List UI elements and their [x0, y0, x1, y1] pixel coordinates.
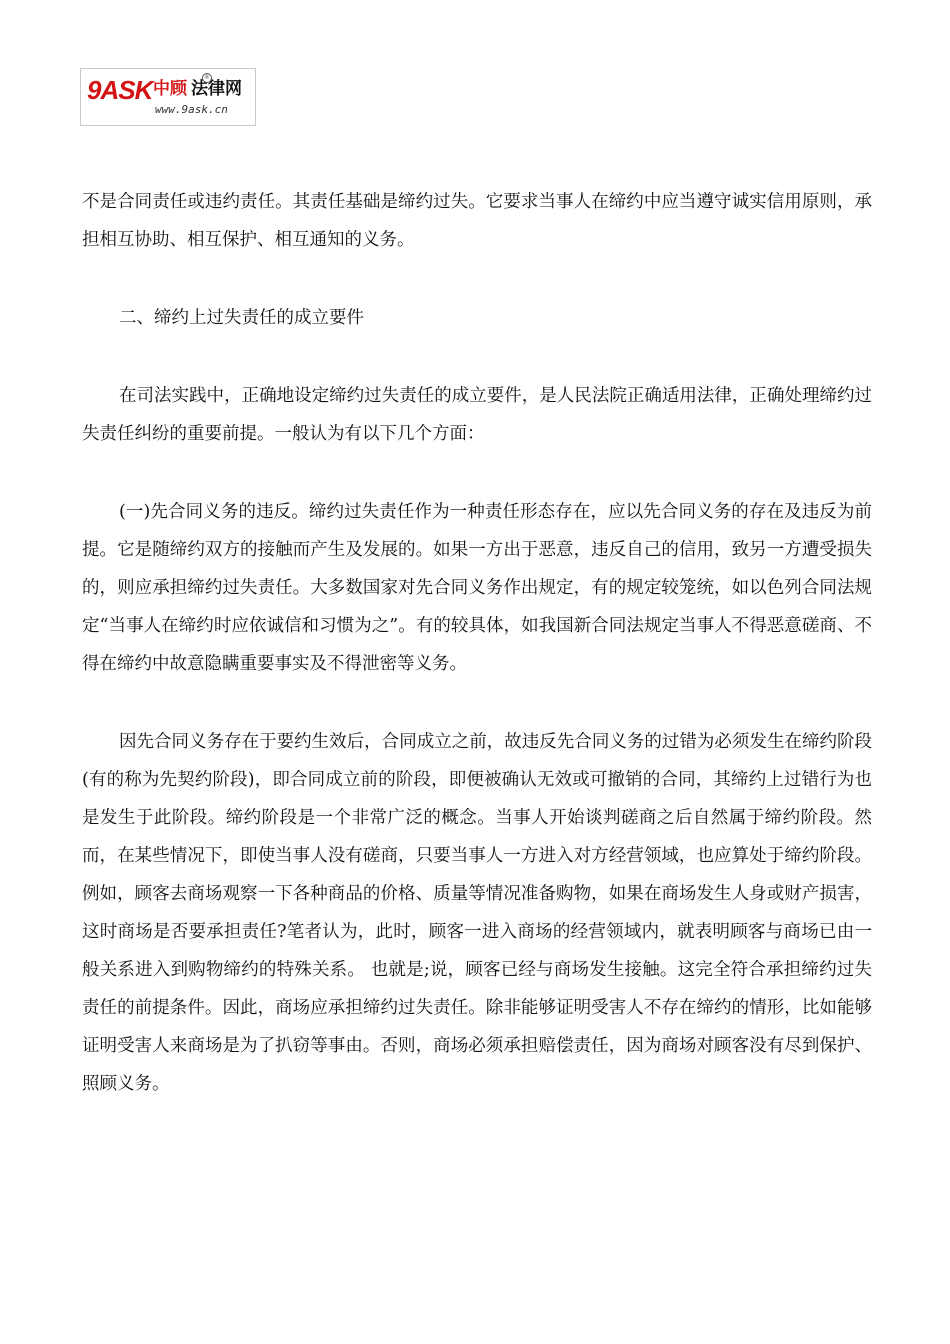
logo-name-black: 法律网	[191, 79, 242, 99]
document-body	[82, 183, 872, 1103]
paragraph-stage: 因先合同义务存在于要约生效后，合同成立之前，故违反先合同义务的过错为必须发生在缔约阶段(有的称为先契约阶段)，即合同成立前的阶段，即便被确认无效或可撤销的合同，其缔约上过错行为也是发生于此阶段。缔约阶段是一个非常广泛的概念。当事人开始谈判磋商之后自然属于缔约阶段。然而，在某些情况下，即使当事人没有磋商，只要当事人一方进入对方经营领域，也应算处于缔约阶段。例如，顾客去商场观察一下各种商品的价格、质量等情况准备购物，如果在商场发生人身或财产损害，这时商场是否要承担责任?笔者认为，此时，顾客一进入商场的经营领域内，就表明顾客与商场已由一般关系进入到购物缔约的特殊关系。 也就是;说，顾客已经与商场发生接触。这完全符合承担缔约过失责任的前提条件。因此，商场应承担缔约过失责任。除非能够证明受害人不存在缔约的情形，比如能够证明受害人来商场是为了扒窃等事由。否则，商场必须承担赔偿责任，因为商场对顾客没有尽到保护、照顾义务。	[82, 732, 872, 1094]
logo-site-name	[153, 79, 242, 99]
logo-url: www.9ask.cn	[155, 103, 228, 116]
section-heading: 二、缔约上过失责任的成立要件	[119, 308, 364, 328]
paragraph-continuation: 不是合同责任或违约责任。其责任基础是缔约过失。它要求当事人在缔约中应当遵守诚实信用原则，承担相互协助、相互保护、相互通知的义务。	[82, 192, 872, 250]
paragraph-point-one: (一)先合同义务的违反。缔约过失责任作为一种责任形态存在，应以先合同义务的存在及违反为前提。它是随缔约双方的接触而产生及发展的。如果一方出于恶意，违反自己的信用，致另一方遭受损失的，则应承担缔约过失责任。大多数国家对先合同义务作出规定，有的规定较笼统，如以色列合同法规定“当事人在缔约时应依诚信和习惯为之”。有的较具体，如我国新合同法规定当事人不得恶意磋商、不得在缔约中故意隐瞒重要事实及不得泄密等义务。	[82, 502, 872, 674]
site-logo	[80, 68, 256, 126]
paragraph-intro: 在司法实践中，正确地设定缔约过失责任的成立要件，是人民法院正确适用法律，正确处理缔约过失责任纠纷的重要前提。一般认为有以下几个方面：	[82, 386, 872, 444]
logo-mark: 9ASK	[87, 75, 153, 105]
logo-name-red: 中顾	[153, 79, 187, 99]
registered-mark-icon: ®	[204, 74, 210, 81]
